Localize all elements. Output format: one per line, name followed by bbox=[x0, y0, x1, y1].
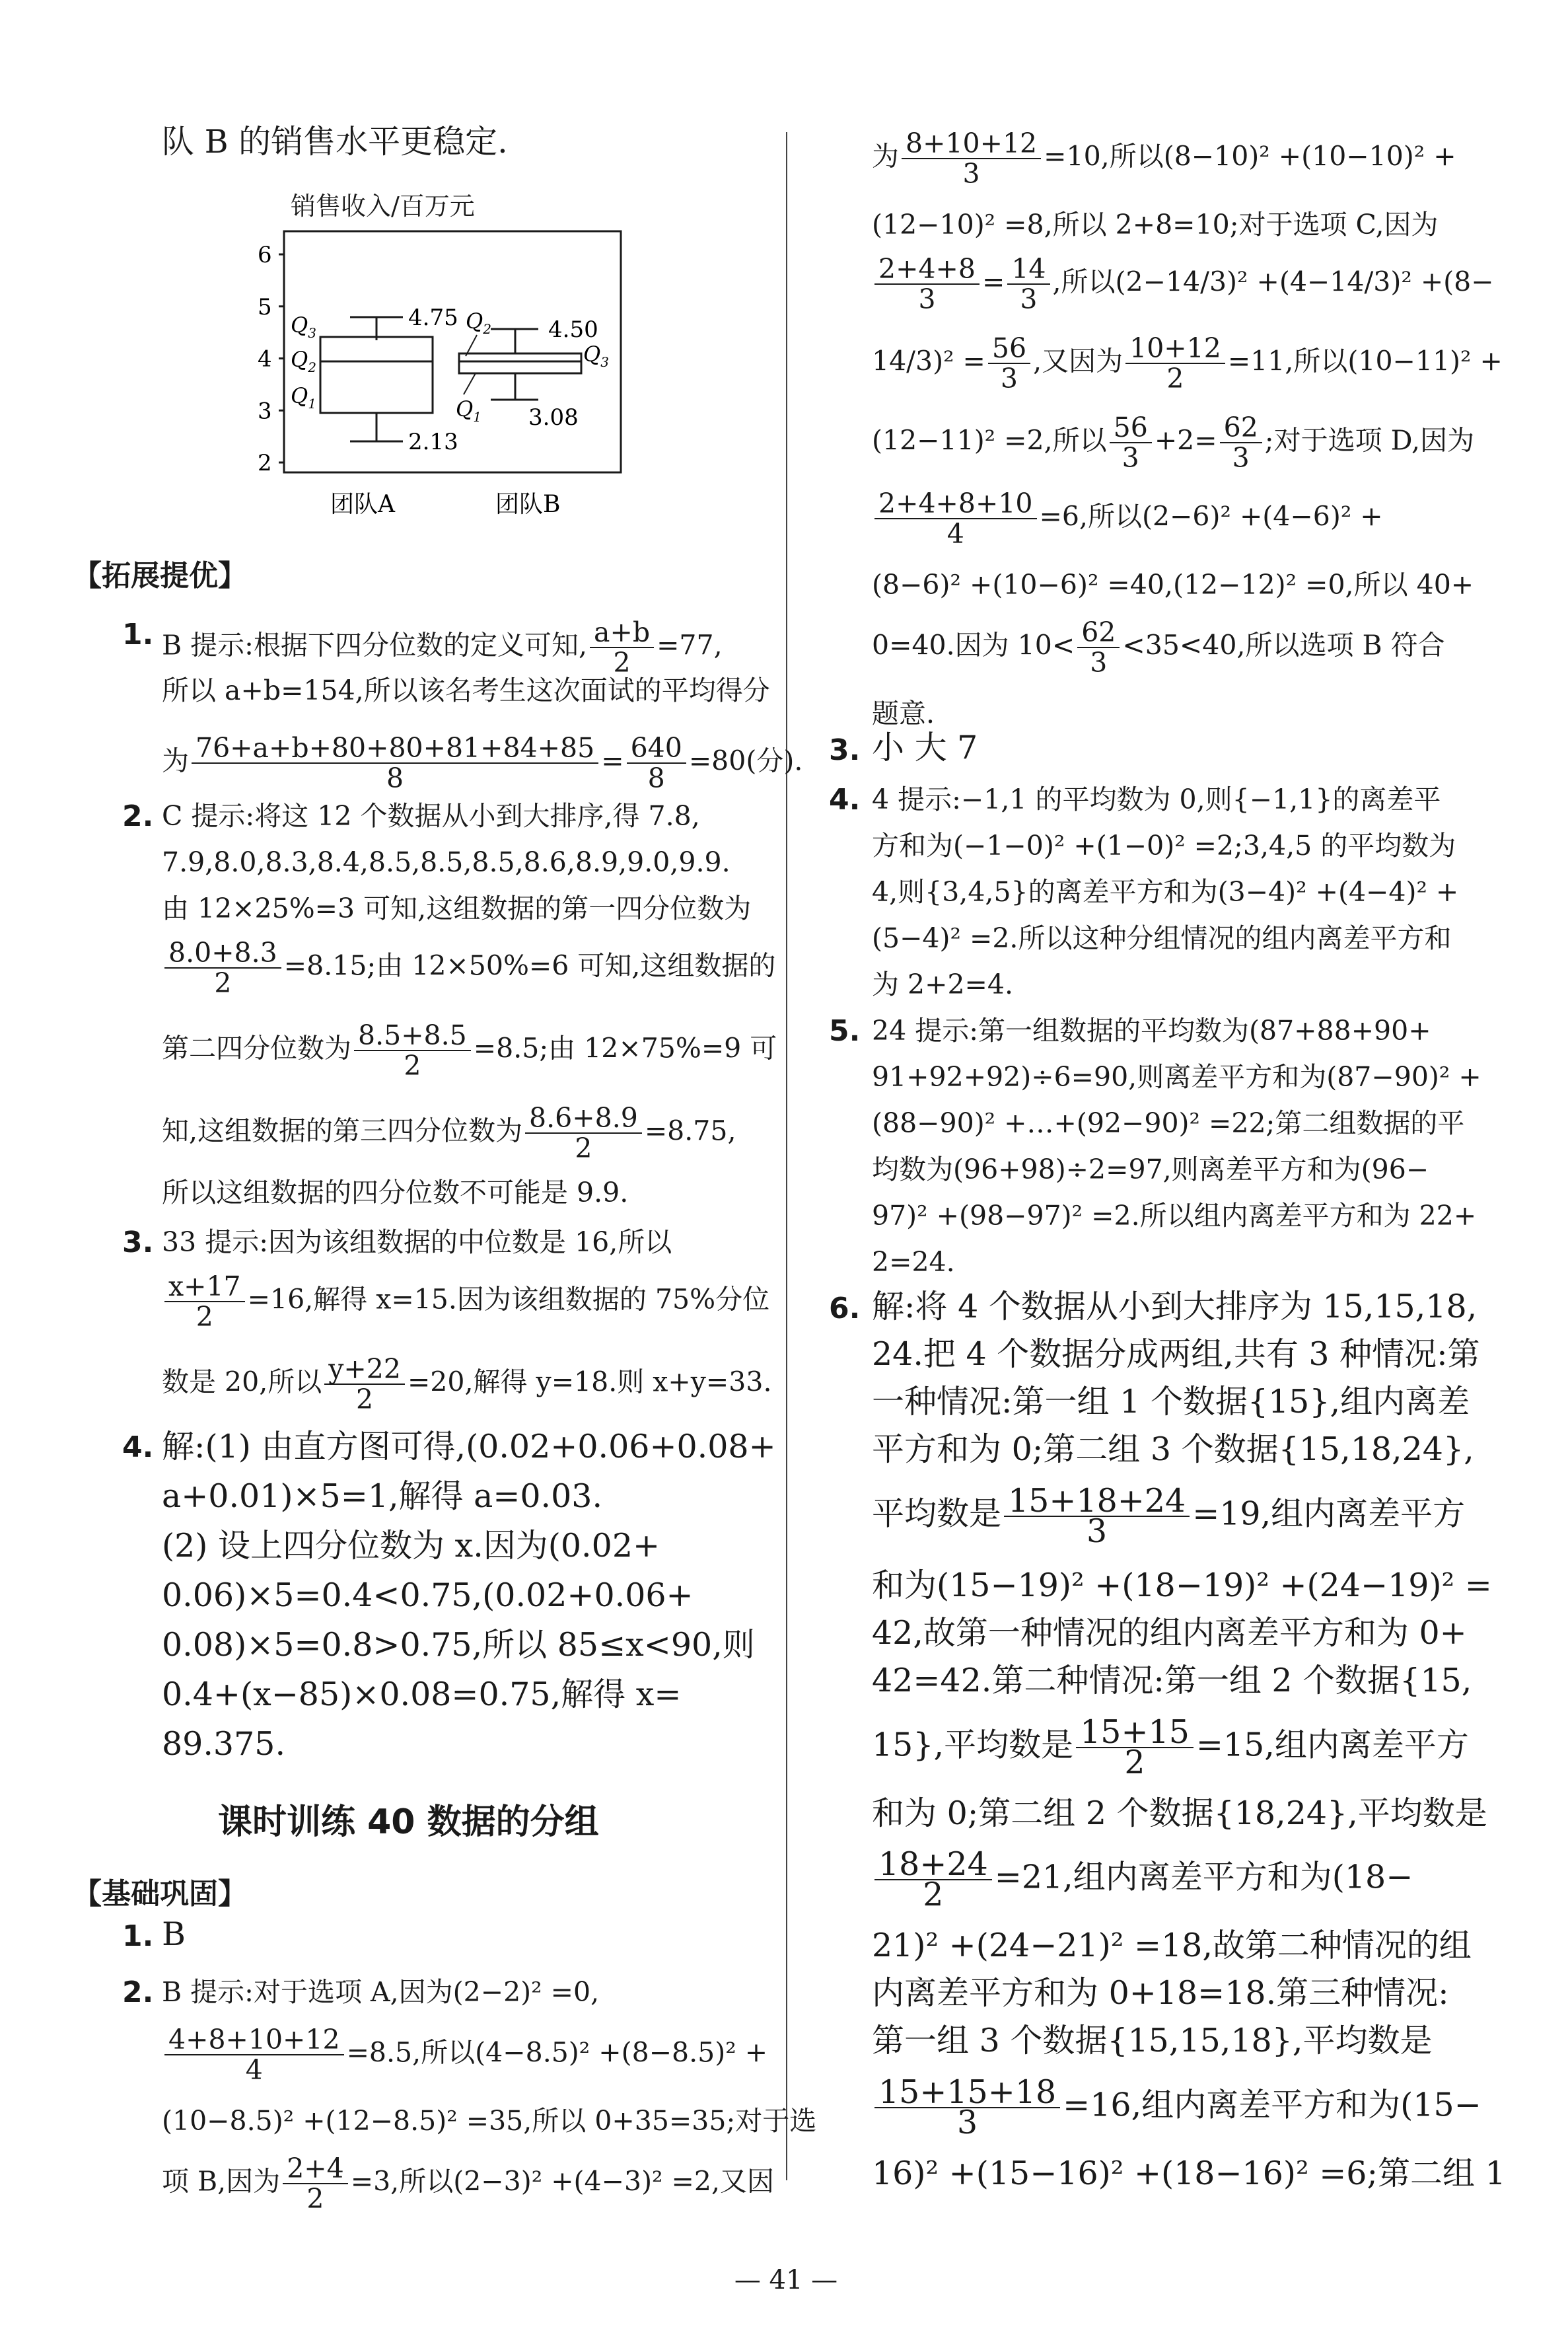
q6r-line-7: 42,故第一种情况的组内离差平方和为 0+ bbox=[872, 1614, 1467, 1652]
q6r-line-1: 解:将 4 个数据从小到大排序为 15,15,18, bbox=[872, 1288, 1478, 1325]
team-a-q2-label: $Q_2$ bbox=[291, 347, 316, 375]
category-team-b: 团队B bbox=[495, 491, 561, 518]
fraction: $\frac{4+8+10+12}{4}$ bbox=[164, 2025, 344, 2085]
team-b-q3-label: $Q_3$ bbox=[583, 342, 609, 370]
r-line-1: 为 $\frac{8+10+12}{3}$ =10,所以(8−10)² +(10−10)² + bbox=[872, 128, 1456, 190]
q6r-line-2: 24.把 4 个数据分成两组,共有 3 种情况:第 bbox=[872, 1335, 1480, 1373]
q6r-line-8: 42=42.第二种情况:第一组 2 个数据{15, bbox=[872, 1662, 1472, 1699]
fraction: $\frac{y+22}{2}$ bbox=[324, 1354, 405, 1414]
q3-line-3: 数是 20,所以 $\frac{y+22}{2}$ =20,解得 y=18.则 x+y=33. bbox=[162, 1353, 772, 1415]
fraction: $\frac{18+24}{2}$ bbox=[874, 1850, 992, 1909]
q2-line-1: C 提示:将这 12 个数据从小到大排序,得 7.8, bbox=[162, 800, 700, 832]
category-team-a: 团队A bbox=[330, 491, 395, 518]
q4-number: 4. bbox=[122, 1430, 154, 1464]
q3-line-1: 33 提示:因为该组数据的中位数是 16,所以 bbox=[162, 1226, 672, 1258]
q5r-line-4: 均数为(96+98)÷2=97,则离差平方和为(96− bbox=[872, 1154, 1429, 1185]
q1-line-1: B 提示:根据下四分位数的定义可知, $\frac{a+b}{2}$ =77, bbox=[162, 616, 723, 679]
box-team-a bbox=[291, 305, 458, 455]
q5r-line-3: (88−90)² +…+(92−90)² =22;第二组数据的平 bbox=[872, 1107, 1465, 1139]
lesson-title: 课时训练 40 数据的分组 bbox=[218, 1802, 599, 1842]
team-b-q2-label: $Q_2$ bbox=[466, 309, 491, 337]
fraction: $\frac{62}{3}$ bbox=[1077, 618, 1120, 677]
q4-line-5: 0.08)×5=0.8>0.75,所以 85≤x<90,则 bbox=[162, 1626, 755, 1664]
fraction: $\frac{15+15+18}{3}$ bbox=[874, 2078, 1060, 2137]
team-a-q1-label: $Q_1$ bbox=[291, 383, 316, 412]
fraction: $\frac{15+15}{2}$ bbox=[1076, 1718, 1194, 1777]
q6r-line-3: 一种情况:第一组 1 个数据{15},组内离差 bbox=[872, 1383, 1470, 1421]
team-b-min-label: 3.08 bbox=[528, 404, 579, 431]
q6r-line-9: 15},平均数是 $\frac{15+15}{2}$ =15,组内离差平方 bbox=[872, 1713, 1469, 1781]
q3r-number: 3. bbox=[829, 733, 861, 767]
q6r-number: 6. bbox=[829, 1292, 861, 1325]
q4r-line-5: 为 2+2=4. bbox=[872, 969, 1014, 1000]
q4r-line-4: (5−4)² =2.所以这种分组情况的组内离差平方和 bbox=[872, 922, 1452, 954]
y-axis-ticks bbox=[258, 242, 284, 476]
fraction: $\frac{8.0+8.3}{2}$ bbox=[164, 938, 281, 998]
b1-answer: B bbox=[162, 1915, 186, 1953]
q5r-line-5: 97)² +(98−97)² =2.所以组内离差平方和为 22+ bbox=[872, 1200, 1477, 1232]
chart-ylabel: 销售收入/百万元 bbox=[291, 192, 475, 221]
y-tick-label-4: 6 bbox=[258, 242, 272, 268]
b2-line-2: $\frac{4+8+10+12}{4}$ =8.5,所以(4−8.5)² +(8−8.5)² + bbox=[162, 2025, 767, 2085]
b2-line-4: 项 B,因为 $\frac{2+4}{2}$ =3,所以(2−3)² +(4−3)² =2,又因 bbox=[162, 2153, 774, 2215]
y-tick-label-3: 5 bbox=[258, 293, 272, 320]
q5r-line-1: 24 提示:第一组数据的平均数为(87+88+90+ bbox=[872, 1015, 1431, 1047]
fraction: $\frac{8.6+8.9}{2}$ bbox=[525, 1103, 642, 1163]
q3r-answer: 小 大 7 bbox=[872, 729, 978, 766]
q1-line-2: 所以 a+b=154,所以该名考生这次面试的平均得分 bbox=[162, 675, 770, 706]
q4-line-7: 89.375. bbox=[162, 1725, 286, 1763]
section-extend-header: 【拓展提优】 bbox=[73, 559, 247, 593]
box-plot-chart bbox=[238, 188, 634, 532]
r-line-5: (12−11)² =2,所以 $\frac{56}{3}$ +2= $\frac{62}{3}$ ;对于选项 D,因为 bbox=[872, 412, 1475, 474]
y-tick-label-1: 3 bbox=[258, 398, 272, 425]
top-line: 队 B 的销售水平更稳定. bbox=[162, 123, 508, 161]
b1-number: 1. bbox=[122, 1919, 154, 1953]
q5r-line-2: 91+92+92)÷6=90,则离差平方和为(87−90)² + bbox=[872, 1061, 1481, 1093]
q2-line-3: 由 12×25%=3 可知,这组数据的第一四分位数为 bbox=[162, 893, 752, 924]
fraction: $\frac{62}{3}$ bbox=[1220, 413, 1262, 472]
q2-number: 2. bbox=[122, 799, 154, 833]
fraction: $\frac{x+17}{2}$ bbox=[164, 1272, 245, 1331]
q2-line-6: 知,这组数据的第三四分位数为 $\frac{8.6+8.9}{2}$ =8.75, bbox=[162, 1102, 736, 1164]
q4r-line-2: 方和为(−1−0)² +(1−0)² =2;3,4,5 的平均数为 bbox=[872, 830, 1456, 862]
q1-line-3: 为 $\frac{76+a+b+80+80+81+84+85}{8}$ = $\frac{640}{8}$ =80(分). bbox=[162, 732, 803, 794]
r-line-2: (12−10)² =8,所以 2+8=10;对于选项 C,因为 bbox=[872, 209, 1439, 240]
q6r-line-6: 和为(15−19)² +(18−19)² +(24−19)² = bbox=[872, 1567, 1492, 1604]
r-line-6: $\frac{2+4+8+10}{4}$ =6,所以(2−6)² +(4−6)² + bbox=[872, 489, 1383, 548]
q6r-line-12: 21)² +(24−21)² =18,故第二种情况的组 bbox=[872, 1927, 1472, 1964]
r-line-8: 0=40.因为 10< $\frac{62}{3}$ <35<40,所以选项 B 符合 bbox=[872, 616, 1445, 679]
q1-number: 1. bbox=[122, 618, 154, 651]
q6r-line-14: 第一组 3 个数据{15,15,18},平均数是 bbox=[872, 2022, 1433, 2059]
q3-line-2: $\frac{x+17}{2}$ =16,解得 x=15.因为该组数据的 75%分位 bbox=[162, 1272, 769, 1331]
b2-line-1: B 提示:对于选项 A,因为(2−2)² =0, bbox=[162, 1976, 600, 2008]
r-line-4: 14/3)² = $\frac{56}{3}$ ,又因为 $\frac{10+12}{2}$ =11,所以(10−11)² + bbox=[872, 332, 1503, 394]
team-a-box bbox=[320, 337, 433, 413]
r-line-7: (8−6)² +(10−6)² =40,(12−12)² =0,所以 40+ bbox=[872, 569, 1474, 601]
q5r-number: 5. bbox=[829, 1014, 861, 1048]
team-b-q1-arrow bbox=[464, 373, 476, 394]
r-line-3: $\frac{2+4+8}{3}$ = $\frac{14}{3}$ ,所以(2−14/3)² +(4−14/3)² +(8− bbox=[872, 254, 1494, 314]
q2-line-4: $\frac{8.0+8.3}{2}$ =8.15;由 12×50%=6 可知,这组数据的 bbox=[162, 938, 775, 998]
team-b-box bbox=[459, 353, 581, 373]
q6r-line-10: 和为 0;第二组 2 个数据{18,24},平均数是 bbox=[872, 1794, 1487, 1832]
q4-line-1: 解:(1) 由直方图可得,(0.02+0.06+0.08+ bbox=[162, 1428, 776, 1465]
fraction: $\frac{640}{8}$ bbox=[627, 733, 686, 793]
q2-line-5: 第二四分位数为 $\frac{8.5+8.5}{2}$ =8.5;由 12×75%=9 可 bbox=[162, 1019, 777, 1082]
b2-number: 2. bbox=[122, 1975, 154, 2009]
y-tick-label-2: 4 bbox=[258, 346, 272, 373]
q4r-number: 4. bbox=[829, 783, 861, 817]
q6r-line-15: $\frac{15+15+18}{3}$ =16,组内离差平方和为(15− bbox=[872, 2078, 1481, 2137]
page-number: — 41 — bbox=[734, 2265, 838, 2295]
fraction: $\frac{76+a+b+80+80+81+84+85}{8}$ bbox=[192, 733, 598, 793]
q4r-line-3: 4,则{3,4,5}的离差平方和为(3−4)² +(4−4)² + bbox=[872, 876, 1459, 908]
fraction: $\frac{2+4}{2}$ bbox=[283, 2154, 348, 2213]
q6r-line-4: 平方和为 0;第二组 3 个数据{15,18,24}, bbox=[872, 1430, 1474, 1468]
team-a-max-label: 4.75 bbox=[408, 305, 458, 331]
fraction: $\frac{56}{3}$ bbox=[1110, 413, 1152, 472]
b2-line-3: (10−8.5)² +(12−8.5)² =35,所以 0+35=35;对于选 bbox=[162, 2105, 817, 2137]
fraction: $\frac{8.5+8.5}{2}$ bbox=[354, 1021, 471, 1080]
q5r-line-6: 2=24. bbox=[872, 1246, 955, 1278]
fraction: $\frac{2+4+8+10}{4}$ bbox=[874, 489, 1037, 548]
q2-line-7: 所以这组数据的四分位数不可能是 9.9. bbox=[162, 1177, 629, 1208]
q4-line-3: (2) 设上四分位数为 x.因为(0.02+ bbox=[162, 1527, 660, 1565]
q6r-line-5: 平均数是 $\frac{15+18+24}{3}$ =19,组内离差平方 bbox=[872, 1482, 1466, 1550]
q2-line-2: 7.9,8.0,8.3,8.4,8.5,8.5,8.5,8.6,8.9,9.0,9.9. bbox=[162, 846, 731, 878]
column-divider bbox=[786, 132, 787, 2180]
q3-number: 3. bbox=[122, 1226, 154, 1259]
q4r-line-1: 4 提示:−1,1 的平均数为 0,则{−1,1}的离差平 bbox=[872, 784, 1441, 815]
team-a-q3-label: $Q_3$ bbox=[291, 313, 316, 341]
fraction: $\frac{14}{3}$ bbox=[1007, 254, 1050, 314]
y-tick-label-0: 2 bbox=[258, 450, 272, 476]
q6r-line-11: $\frac{18+24}{2}$ =21,组内离差平方和为(18− bbox=[872, 1850, 1413, 1909]
fraction: $\frac{10+12}{2}$ bbox=[1125, 334, 1225, 393]
fraction: $\frac{a+b}{2}$ bbox=[590, 618, 654, 677]
q4-line-2: a+0.01)×5=1,解得 a=0.03. bbox=[162, 1477, 603, 1515]
fraction: $\frac{15+18+24}{3}$ bbox=[1004, 1487, 1190, 1546]
box-team-b bbox=[456, 309, 609, 431]
q6r-line-16: 16)² +(15−16)² +(18−16)² =6;第二组 1 bbox=[872, 2155, 1506, 2192]
q4-line-6: 0.4+(x−85)×0.08=0.75,解得 x= bbox=[162, 1676, 682, 1713]
fraction: $\frac{2+4+8}{3}$ bbox=[874, 254, 980, 314]
team-b-q1-label: $Q_1$ bbox=[456, 396, 481, 425]
r-line-9: 题意. bbox=[872, 698, 935, 729]
fraction: $\frac{56}{3}$ bbox=[988, 334, 1030, 393]
q6r-line-13: 内离差平方和为 0+18=18.第三种情况: bbox=[872, 1974, 1449, 2012]
section-basic-header: 【基础巩固】 bbox=[73, 1877, 247, 1911]
team-a-min-label: 2.13 bbox=[408, 429, 458, 455]
team-b-max-label: 4.50 bbox=[548, 316, 598, 343]
q4-line-4: 0.06)×5=0.4<0.75,(0.02+0.06+ bbox=[162, 1576, 694, 1614]
fraction: $\frac{8+10+12}{3}$ bbox=[902, 129, 1041, 188]
